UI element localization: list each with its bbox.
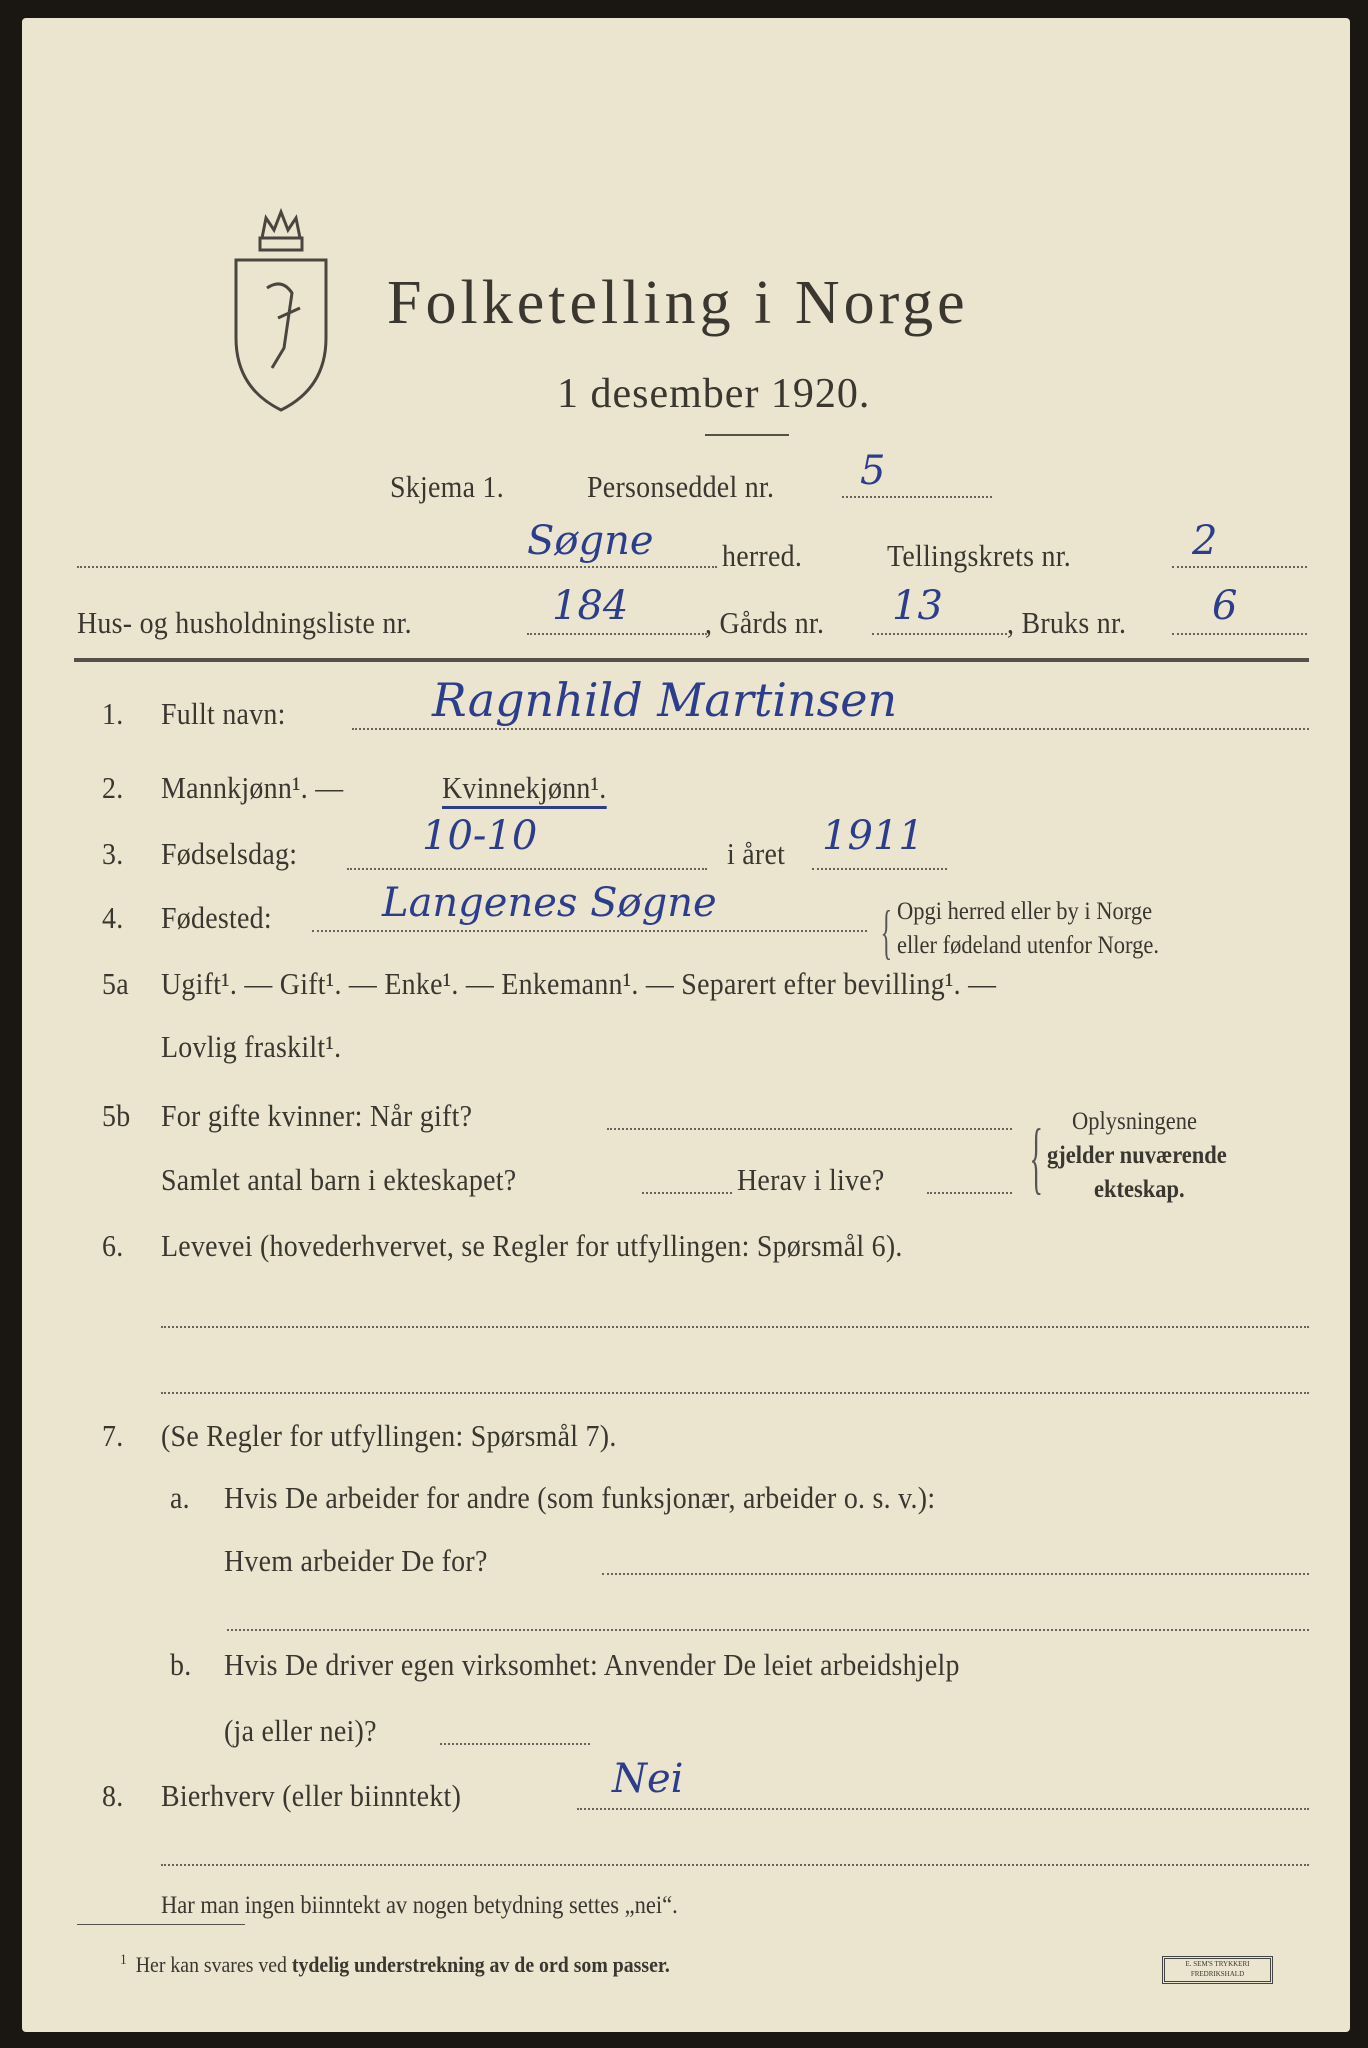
q7b-label-2: (ja eller nei)? xyxy=(224,1713,377,1748)
marital-options-2[interactable]: Lovlig fraskilt¹. xyxy=(161,1029,342,1064)
footnote-bold: tydelig understrekning av de ord som passer. xyxy=(291,1952,670,1977)
birth-year-value[interactable]: 1911 xyxy=(822,813,924,859)
footnote-mark: 1 xyxy=(120,1952,127,1968)
q7b-label: Hvis De driver egen virksomhet: Anvender De leiet arbeidshjelp xyxy=(224,1647,960,1682)
section-rule xyxy=(74,658,1309,662)
q4-label: Fødested: xyxy=(161,900,272,935)
q7a-number: a. xyxy=(170,1480,190,1515)
nei-note: Har man ingen biinntekt av nogen betydning settes „nei“. xyxy=(161,1892,678,1919)
employer-field[interactable] xyxy=(602,1573,1309,1575)
q3-line xyxy=(347,868,707,870)
q5b-label: For gifte kvinner: Når gift? xyxy=(161,1098,473,1133)
gards-line xyxy=(872,633,1007,635)
gards-value[interactable]: 13 xyxy=(892,583,943,629)
personseddel-label: Personseddel nr. xyxy=(587,469,775,504)
q1-line xyxy=(352,728,1309,730)
divider xyxy=(705,434,789,436)
marital-options[interactable]: Ugift¹. — Gift¹. — Enke¹. — Enkemann¹. — Separert efter bevilling¹. — xyxy=(161,966,997,1001)
q7-number: 7. xyxy=(102,1418,124,1453)
q2-number: 2. xyxy=(102,770,124,805)
gender-male-option[interactable]: Mannkjønn¹. — xyxy=(161,770,344,805)
q8-line xyxy=(577,1808,1309,1810)
herred-value[interactable]: Søgne xyxy=(527,518,654,564)
tellingskrets-value[interactable]: 2 xyxy=(1192,518,1218,564)
tellingskrets-label: Tellingskrets nr. xyxy=(887,538,1071,573)
full-name-value[interactable]: Ragnhild Martinsen xyxy=(432,673,898,727)
gards-label: , Gårds nr. xyxy=(705,605,825,640)
form-title: Folketelling i Norge xyxy=(387,269,969,337)
bruks-label: , Bruks nr. xyxy=(1007,605,1127,640)
bruks-line xyxy=(1172,633,1307,635)
q6-label: Levevei (hovederhvervet, se Regler for utfyllingen: Spørsmål 6). xyxy=(161,1228,903,1263)
brace: { xyxy=(1029,1114,1043,1202)
hus-line xyxy=(527,633,707,635)
q5b-label-3: Herav i live? xyxy=(737,1162,885,1197)
q5b-note-3: ekteskap. xyxy=(1094,1176,1185,1203)
q5b-label-2: Samlet antal barn i ekteskapet? xyxy=(161,1162,517,1197)
q3-label: Fødselsdag: xyxy=(161,836,298,871)
personseddel-value[interactable]: 5 xyxy=(860,448,886,494)
footnote-rule xyxy=(77,1924,245,1925)
q7a-label: Hvis De arbeider for andre (som funksjonær, arbeider o. s. v.): xyxy=(224,1480,936,1515)
occupation-field-2[interactable] xyxy=(161,1392,1309,1394)
footnote xyxy=(120,1952,670,1978)
occupation-field[interactable] xyxy=(161,1326,1309,1328)
brace: { xyxy=(880,899,893,965)
q7-label: (Se Regler for utfyllingen: Spørsmål 7). xyxy=(161,1418,617,1453)
coat-of-arms-icon xyxy=(222,198,340,418)
children-alive-field[interactable] xyxy=(927,1192,1012,1194)
q8-number: 8. xyxy=(102,1778,124,1813)
q4-note-1: Opgi herred eller by i Norge xyxy=(897,898,1153,925)
q5b-note-1: Oplysningene xyxy=(1072,1108,1197,1135)
q7b-number: b. xyxy=(170,1647,192,1682)
q5b-number: 5b xyxy=(102,1098,131,1133)
herred-line xyxy=(77,566,717,568)
q7a-label-2: Hvem arbeider De for? xyxy=(224,1543,488,1578)
side-income-field-2[interactable] xyxy=(161,1864,1309,1866)
side-income-value[interactable]: Nei xyxy=(612,1756,684,1802)
q4-line xyxy=(312,930,867,932)
q4-number: 4. xyxy=(102,900,124,935)
birthdate-value[interactable]: 10-10 xyxy=(422,813,538,859)
q6-number: 6. xyxy=(102,1228,124,1263)
personseddel-line xyxy=(842,496,992,498)
q4-note-2: eller fødeland utenfor Norge. xyxy=(897,932,1159,959)
census-form xyxy=(22,18,1350,2032)
bruks-value[interactable]: 6 xyxy=(1212,583,1238,629)
q1-number: 1. xyxy=(102,696,124,731)
q8-label: Bierhverv (eller biinntekt) xyxy=(161,1778,462,1813)
gender-female-option[interactable]: Kvinnekjønn¹. xyxy=(442,770,607,809)
year-label: i året xyxy=(727,836,786,871)
printer-stamp: E. SEM'S TRYKKERI FREDRIKSHALD xyxy=(1162,1956,1273,1984)
q5b-note-2: gjelder nuværende xyxy=(1047,1142,1227,1169)
tellingskrets-line xyxy=(1172,566,1307,568)
children-count-field[interactable] xyxy=(642,1192,732,1194)
census-date: 1 desember 1920. xyxy=(557,371,871,417)
hus-label: Hus- og husholdningsliste nr. xyxy=(77,605,412,640)
hired-help-field[interactable] xyxy=(440,1743,590,1745)
employer-field-2[interactable] xyxy=(227,1629,1309,1631)
year-line xyxy=(812,868,947,870)
footnote-text: Her kan svares ved xyxy=(135,1952,287,1977)
skjema-label: Skjema 1. xyxy=(390,469,505,504)
herred-label: herred. xyxy=(722,538,803,573)
q3-number: 3. xyxy=(102,836,124,871)
hus-value[interactable]: 184 xyxy=(552,583,629,629)
q1-label: Fullt navn: xyxy=(161,696,286,731)
q5a-number: 5a xyxy=(102,966,129,1001)
birthplace-value[interactable]: Langenes Søgne xyxy=(382,880,717,926)
married-when-field[interactable] xyxy=(607,1128,1012,1130)
